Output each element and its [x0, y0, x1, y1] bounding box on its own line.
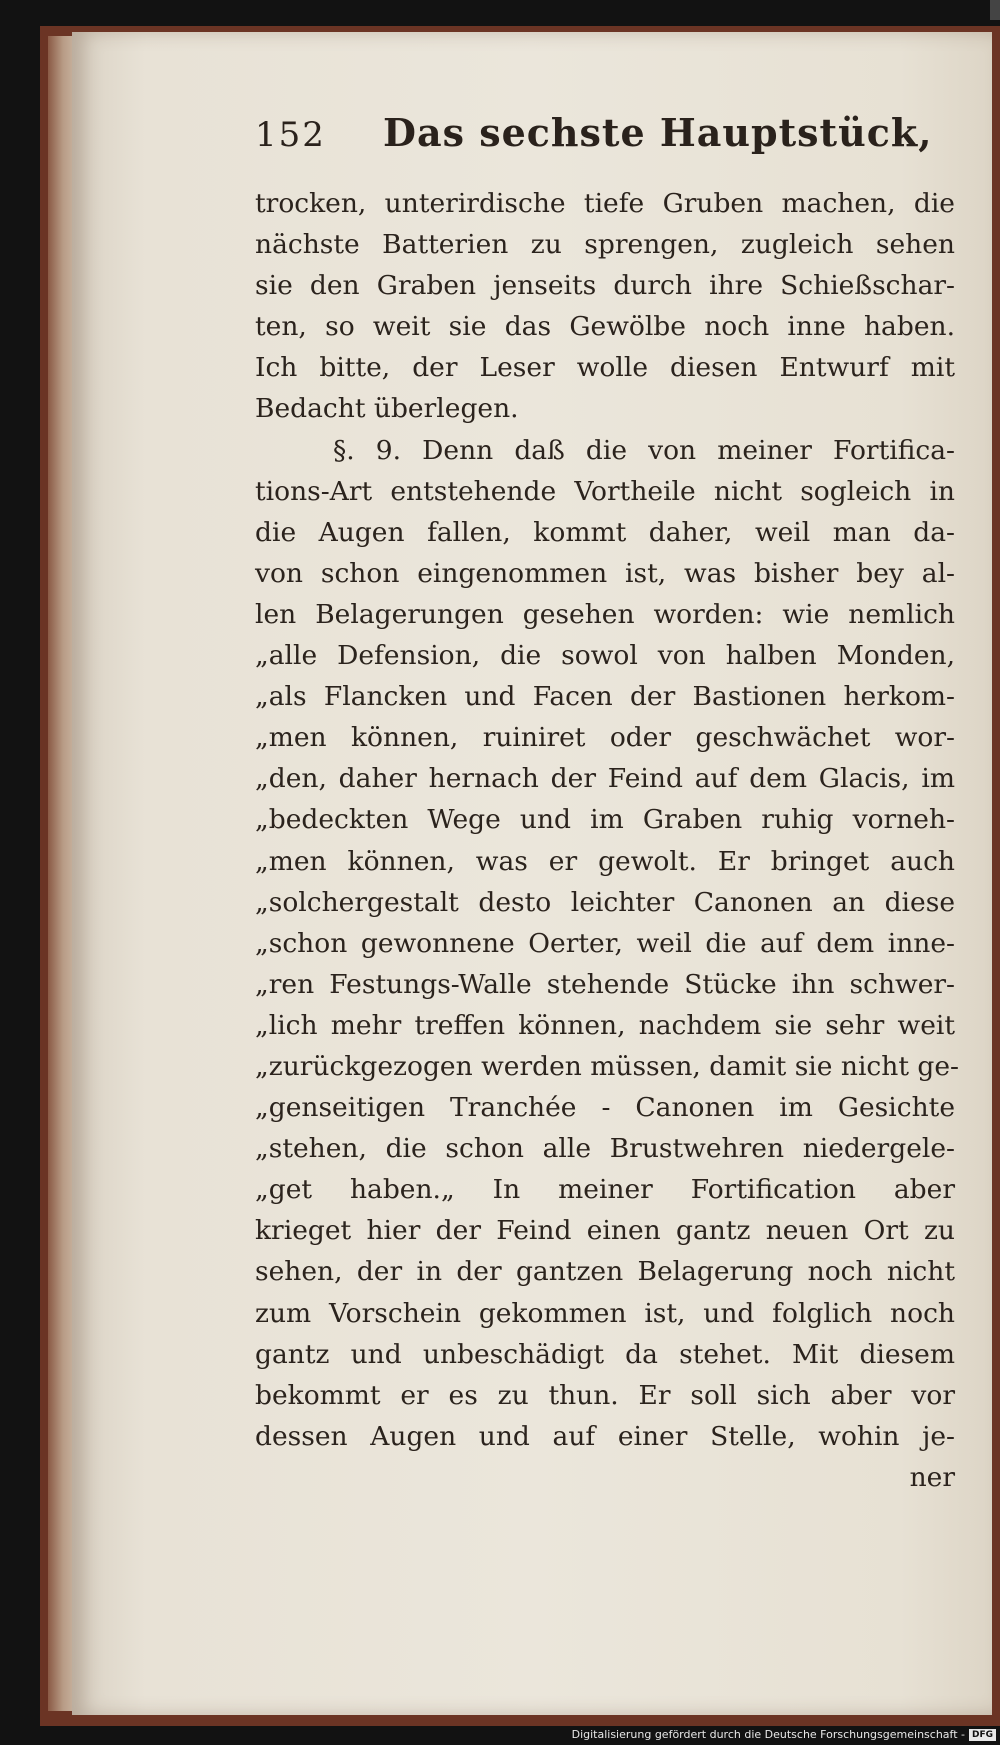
- text-line: krieget hier der Feind einen gantz neuen Ort zu: [255, 1215, 955, 1247]
- quoted-line: „genseitigen Tranchée - Canonen im Gesichte: [255, 1092, 955, 1124]
- quoted-line: „men können, was er gewolt. Er bringet auch: [255, 845, 955, 877]
- scan-corner-mark: [990, 0, 1000, 20]
- text-line: nächste Batterien zu sprengen, zugleich sehen: [255, 229, 955, 261]
- quoted-line: „stehen, die schon alle Brustwehren niedergele-: [255, 1133, 955, 1165]
- text-line: ten, so weit sie das Gewölbe noch inne haben.: [255, 311, 955, 343]
- text-line: len Belagerungen gesehen worden: wie nemlich: [255, 598, 955, 630]
- text-line: bekommt er es zu thun. Er soll sich aber vor: [255, 1379, 955, 1411]
- text-line: Ich bitte, der Leser wolle diesen Entwurf mit: [255, 352, 955, 384]
- quoted-line: „solchergestalt desto leichter Canonen an diese: [255, 886, 955, 918]
- text-line: Bedacht überlegen.: [255, 393, 519, 425]
- quoted-line: „men können, ruiniret oder geschwächet wor-: [255, 722, 955, 754]
- quoted-line: „als Flancken und Facen der Bastionen herkom-: [255, 681, 955, 713]
- page-number: 152: [255, 115, 326, 155]
- digitization-credit: [572, 1728, 996, 1741]
- text-line: sehen, der in der gantzen Belagerung noch nicht: [255, 1256, 955, 1288]
- credit-text: Digitalisierung gefördert durch die Deutsche Forschungsgemeinschaft -: [571, 1728, 965, 1741]
- catchword: ner: [909, 1461, 955, 1493]
- quoted-line: „get haben.„ In meiner Fortification aber: [255, 1174, 955, 1206]
- quoted-line: „lich mehr treffen können, nachdem sie sehr weit: [255, 1009, 955, 1041]
- text-line: dessen Augen und auf einer Stelle, wohin je-: [255, 1420, 955, 1452]
- text-line: gantz und unbeschädigt da stehet. Mit diesem: [255, 1338, 955, 1370]
- paragraph-start-line: §. 9. Denn daß die von meiner Fortifica-: [333, 434, 955, 466]
- text-line: sie den Graben jenseits durch ihre Schießschar-: [255, 270, 955, 302]
- body-text: [255, 183, 959, 1498]
- dfg-logo: DFG: [969, 1729, 996, 1741]
- quoted-line: „schon gewonnene Oerter, weil die auf dem inne-: [255, 927, 955, 959]
- quoted-line: „bedeckten Wege und im Graben ruhig vorneh-: [255, 804, 955, 836]
- text-line: die Augen fallen, kommt daher, weil man da-: [255, 516, 955, 548]
- page-header: [255, 110, 945, 155]
- text-line: tions-Art entstehende Vortheile nicht sogleich in: [255, 475, 955, 507]
- text-line: von schon eingenommen ist, was bisher bey al-: [255, 557, 955, 589]
- running-title: Das sechste Hauptstück,: [383, 110, 933, 155]
- text-line: trocken, unterirdische tiefe Gruben machen, die: [255, 188, 955, 219]
- quoted-line: „ren Festungs-Walle stehende Stücke ihn schwer-: [255, 968, 955, 1000]
- quoted-line: „alle Defension, die sowol von halben Monden,: [255, 640, 955, 672]
- text-line: zum Vorschein gekommen ist, und folglich noch: [255, 1297, 955, 1329]
- quoted-line: „zurückgezogen werden müssen, damit sie nicht ge-: [255, 1050, 959, 1082]
- quoted-line: „den, daher hernach der Feind auf dem Glacis, im: [255, 763, 955, 795]
